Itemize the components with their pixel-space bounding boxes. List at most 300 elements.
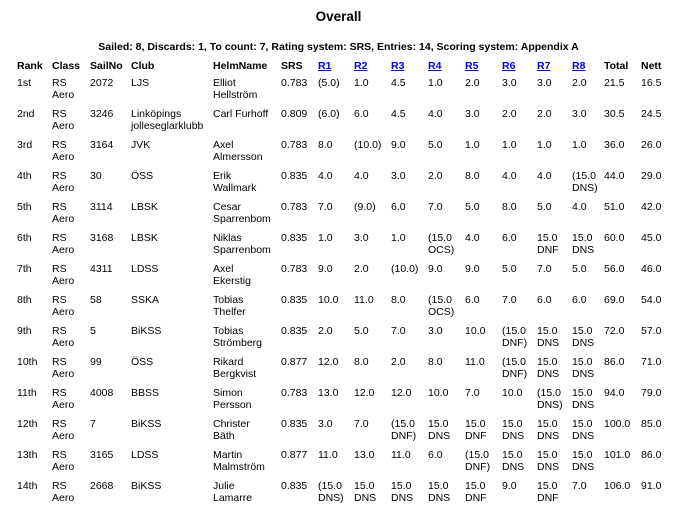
r5-score-cell-text: 9.0 bbox=[465, 263, 480, 275]
class-cell-text: RS Aero bbox=[52, 201, 75, 225]
r3-score-cell bbox=[389, 137, 426, 168]
rank-cell-text: 5th bbox=[17, 201, 32, 213]
table-row bbox=[15, 416, 673, 447]
r6-score-cell bbox=[500, 199, 535, 230]
club-cell bbox=[129, 168, 211, 199]
table-row bbox=[15, 323, 673, 354]
r1-score-cell bbox=[316, 75, 352, 106]
rank-cell-text: 14th bbox=[17, 480, 38, 492]
race-link-r4[interactable]: R4 bbox=[428, 60, 442, 72]
helmname-cell-text: Tobias Strömberg bbox=[213, 325, 263, 349]
srs-cell bbox=[279, 323, 316, 354]
club-cell bbox=[129, 323, 211, 354]
r3-score-cell-text: 7.0 bbox=[391, 325, 406, 337]
r5-score-cell-text: (15.0 DNF) bbox=[465, 449, 491, 473]
r7-score-cell bbox=[535, 261, 570, 292]
r5-score-cell-text: 11.0 bbox=[465, 356, 485, 368]
helmname-cell-text: Carl Furhoff bbox=[213, 108, 269, 120]
r7-score-cell bbox=[535, 354, 570, 385]
srs-cell bbox=[279, 416, 316, 447]
r7-score-cell bbox=[535, 323, 570, 354]
total-cell bbox=[602, 478, 639, 509]
sailno-cell bbox=[88, 323, 129, 354]
r1-score-cell bbox=[316, 261, 352, 292]
srs-cell bbox=[279, 261, 316, 292]
r2-score-cell bbox=[352, 137, 389, 168]
rank-cell-text: 9th bbox=[17, 325, 32, 337]
r3-score-cell-text: 4.5 bbox=[391, 108, 406, 120]
rank-cell bbox=[15, 354, 50, 385]
r8-score-cell-text: 7.0 bbox=[572, 480, 587, 492]
table-row bbox=[15, 261, 673, 292]
table-row bbox=[15, 106, 673, 137]
r1-score-cell-text: 11.0 bbox=[318, 449, 338, 461]
r2-score-cell bbox=[352, 261, 389, 292]
total-cell-text: 36.0 bbox=[604, 139, 625, 151]
r7-score-cell bbox=[535, 416, 570, 447]
helmname-cell bbox=[211, 261, 279, 292]
r6-score-cell-text: (15.0 DNF) bbox=[502, 325, 528, 349]
r1-score-cell bbox=[316, 478, 352, 509]
r6-score-cell-text: (15.0 DNF) bbox=[502, 356, 528, 380]
r5-score-cell bbox=[463, 75, 500, 106]
sailno-cell-text: 3168 bbox=[90, 232, 114, 244]
r6-score-cell bbox=[500, 478, 535, 509]
nett-cell bbox=[639, 261, 673, 292]
nett-cell-text: 71.0 bbox=[641, 356, 662, 368]
r5-score-cell bbox=[463, 354, 500, 385]
table-row bbox=[15, 199, 673, 230]
r1-score-cell-text: 3.0 bbox=[318, 418, 333, 430]
series-summary: Sailed: 8, Discards: 1, To count: 7, Rating system: SRS, Entries: 14, Scoring system: Appendix A bbox=[98, 41, 579, 53]
r4-score-cell-text: 6.0 bbox=[428, 449, 443, 461]
r3-score-cell bbox=[389, 323, 426, 354]
srs-cell-text: 0.835 bbox=[281, 232, 308, 244]
r3-score-cell bbox=[389, 75, 426, 106]
nett-cell bbox=[639, 385, 673, 416]
r7-score-cell bbox=[535, 230, 570, 261]
r4-score-cell-text: 9.0 bbox=[428, 263, 443, 275]
srs-cell bbox=[279, 230, 316, 261]
club-cell bbox=[129, 478, 211, 509]
rank-cell bbox=[15, 261, 50, 292]
srs-cell bbox=[279, 75, 316, 106]
col-header-r4 bbox=[426, 57, 463, 75]
r8-score-cell bbox=[570, 354, 602, 385]
r5-score-cell bbox=[463, 106, 500, 137]
sailno-cell bbox=[88, 292, 129, 323]
r5-score-cell bbox=[463, 137, 500, 168]
class-cell bbox=[50, 230, 88, 261]
class-cell bbox=[50, 292, 88, 323]
r5-score-cell bbox=[463, 478, 500, 509]
r2-score-cell-text: 15.0 DNS bbox=[354, 480, 377, 504]
nett-cell-text: 79.0 bbox=[641, 387, 662, 399]
rank-cell bbox=[15, 416, 50, 447]
r7-score-cell-text: 15.0 DNS bbox=[537, 449, 560, 473]
col-header-rank: Rank bbox=[17, 60, 43, 72]
r3-score-cell-text: 9.0 bbox=[391, 139, 406, 151]
club-cell bbox=[129, 354, 211, 385]
rank-cell-text: 10th bbox=[17, 356, 38, 368]
r6-score-cell bbox=[500, 106, 535, 137]
r8-score-cell bbox=[570, 447, 602, 478]
rank-cell-text: 1st bbox=[17, 77, 32, 89]
r1-score-cell-text: (6.0) bbox=[318, 108, 340, 120]
r2-score-cell-text: 4.0 bbox=[354, 170, 369, 182]
r1-score-cell-text: 9.0 bbox=[318, 263, 333, 275]
r6-score-cell bbox=[500, 230, 535, 261]
race-link-r2[interactable]: R2 bbox=[354, 60, 368, 72]
r3-score-cell-text: 12.0 bbox=[391, 387, 412, 399]
class-cell-text: RS Aero bbox=[52, 263, 75, 287]
r5-score-cell-text: 4.0 bbox=[465, 232, 480, 244]
club-cell bbox=[129, 106, 211, 137]
r8-score-cell bbox=[570, 168, 602, 199]
r8-score-cell bbox=[570, 230, 602, 261]
srs-cell-text: 0.783 bbox=[281, 77, 308, 89]
srs-cell-text: 0.783 bbox=[281, 201, 308, 213]
r6-score-cell-text: 15.0 DNS bbox=[502, 449, 525, 473]
r4-score-cell-text: (15.0 OCS) bbox=[428, 232, 455, 256]
r1-score-cell bbox=[316, 168, 352, 199]
r7-score-cell bbox=[535, 385, 570, 416]
r8-score-cell-text: 15.0 DNS bbox=[572, 325, 595, 349]
r1-score-cell bbox=[316, 292, 352, 323]
r1-score-cell-text: 2.0 bbox=[318, 325, 333, 337]
total-cell bbox=[602, 323, 639, 354]
total-cell-text: 69.0 bbox=[604, 294, 625, 306]
nett-cell-text: 46.0 bbox=[641, 263, 662, 275]
srs-cell bbox=[279, 199, 316, 230]
helmname-cell-text: Axel Ekerstig bbox=[213, 263, 251, 287]
col-header-helmname: HelmName bbox=[213, 60, 268, 72]
table-row bbox=[15, 354, 673, 385]
r4-score-cell-text: 4.0 bbox=[428, 108, 443, 120]
rank-cell-text: 11th bbox=[17, 387, 37, 399]
race-link-r7[interactable]: R7 bbox=[537, 60, 551, 72]
table-row bbox=[15, 385, 673, 416]
sailno-cell bbox=[88, 168, 129, 199]
total-cell-text: 30.5 bbox=[604, 108, 625, 120]
total-cell bbox=[602, 385, 639, 416]
r1-score-cell bbox=[316, 137, 352, 168]
r1-score-cell-text: 13.0 bbox=[318, 387, 339, 399]
total-cell bbox=[602, 416, 639, 447]
club-cell bbox=[129, 416, 211, 447]
club-cell-text: LBSK bbox=[131, 232, 158, 244]
r6-score-cell bbox=[500, 385, 535, 416]
nett-cell bbox=[639, 354, 673, 385]
r4-score-cell-text: 3.0 bbox=[428, 325, 443, 337]
r8-score-cell bbox=[570, 261, 602, 292]
helmname-cell bbox=[211, 354, 279, 385]
rank-cell-text: 7th bbox=[17, 263, 32, 275]
r2-score-cell bbox=[352, 416, 389, 447]
helmname-cell bbox=[211, 447, 279, 478]
total-cell-text: 94.0 bbox=[604, 387, 625, 399]
rank-cell bbox=[15, 478, 50, 509]
r6-score-cell-text: 6.0 bbox=[502, 232, 517, 244]
srs-cell bbox=[279, 385, 316, 416]
club-cell bbox=[129, 199, 211, 230]
r5-score-cell-text: 7.0 bbox=[465, 387, 480, 399]
rank-cell-text: 4th bbox=[17, 170, 32, 182]
r8-score-cell-text: 5.0 bbox=[572, 263, 587, 275]
helmname-cell bbox=[211, 168, 279, 199]
nett-cell-text: 42.0 bbox=[641, 201, 662, 213]
r5-score-cell bbox=[463, 168, 500, 199]
r5-score-cell bbox=[463, 199, 500, 230]
r4-score-cell bbox=[426, 385, 463, 416]
sailno-cell-text: 3114 bbox=[90, 201, 113, 213]
nett-cell bbox=[639, 199, 673, 230]
r3-score-cell-text: 15.0 DNS bbox=[391, 480, 414, 504]
nett-cell bbox=[639, 137, 673, 168]
r3-score-cell-text: 6.0 bbox=[391, 201, 406, 213]
r1-score-cell bbox=[316, 447, 352, 478]
rank-cell bbox=[15, 230, 50, 261]
r4-score-cell-text: 7.0 bbox=[428, 201, 443, 213]
club-cell-text: JVK bbox=[131, 139, 151, 151]
r8-score-cell bbox=[570, 323, 602, 354]
r4-score-cell bbox=[426, 168, 463, 199]
sailno-cell bbox=[88, 447, 129, 478]
table-row bbox=[15, 137, 673, 168]
sailno-cell bbox=[88, 137, 129, 168]
total-cell-text: 100.0 bbox=[604, 418, 631, 430]
rank-cell-text: 3rd bbox=[17, 139, 33, 151]
r6-score-cell-text: 15.0 DNS bbox=[502, 418, 525, 442]
total-cell-text: 106.0 bbox=[604, 480, 631, 492]
class-cell-text: RS Aero bbox=[52, 139, 75, 163]
r7-score-cell-text: 15.0 DNF bbox=[537, 480, 559, 504]
nett-cell bbox=[639, 168, 673, 199]
r5-score-cell-text: 8.0 bbox=[465, 170, 480, 182]
sailno-cell-text: 4008 bbox=[90, 387, 114, 399]
r7-score-cell-text: 3.0 bbox=[537, 77, 552, 89]
r5-score-cell bbox=[463, 292, 500, 323]
rank-cell-text: 12th bbox=[17, 418, 38, 430]
r6-score-cell bbox=[500, 75, 535, 106]
total-cell bbox=[602, 168, 639, 199]
r6-score-cell-text: 9.0 bbox=[502, 480, 517, 492]
r4-score-cell bbox=[426, 261, 463, 292]
r6-score-cell bbox=[500, 261, 535, 292]
helmname-cell bbox=[211, 385, 279, 416]
r2-score-cell bbox=[352, 478, 389, 509]
sailno-cell bbox=[88, 106, 129, 137]
helmname-cell-text: Elliot Hellström bbox=[213, 77, 258, 101]
r8-score-cell-text: 15.0 DNS bbox=[572, 418, 595, 442]
class-cell-text: RS Aero bbox=[52, 170, 75, 194]
race-link-r1[interactable]: R1 bbox=[318, 60, 332, 72]
srs-cell bbox=[279, 106, 316, 137]
total-cell bbox=[602, 447, 639, 478]
srs-cell-text: 0.877 bbox=[281, 449, 308, 461]
nett-cell bbox=[639, 478, 673, 509]
class-cell bbox=[50, 168, 88, 199]
rank-cell bbox=[15, 199, 50, 230]
r7-score-cell-text: 15.0 DNS bbox=[537, 325, 560, 349]
class-cell-text: RS Aero bbox=[52, 77, 75, 101]
col-header-r8 bbox=[570, 57, 602, 75]
rank-cell bbox=[15, 447, 50, 478]
r5-score-cell bbox=[463, 261, 500, 292]
r3-score-cell bbox=[389, 447, 426, 478]
r7-score-cell bbox=[535, 137, 570, 168]
r3-score-cell bbox=[389, 230, 426, 261]
race-link-r8[interactable]: R8 bbox=[572, 60, 586, 72]
club-cell bbox=[129, 137, 211, 168]
club-cell bbox=[129, 261, 211, 292]
rank-cell bbox=[15, 385, 50, 416]
srs-cell-text: 0.835 bbox=[281, 325, 308, 337]
r4-score-cell bbox=[426, 199, 463, 230]
total-cell bbox=[602, 261, 639, 292]
r4-score-cell-text: 10.0 bbox=[428, 387, 449, 399]
r3-score-cell bbox=[389, 385, 426, 416]
r7-score-cell-text: 5.0 bbox=[537, 201, 552, 213]
srs-cell-text: 0.783 bbox=[281, 263, 308, 275]
r7-score-cell bbox=[535, 75, 570, 106]
r2-score-cell-text: 11.0 bbox=[354, 294, 374, 306]
sailno-cell-text: 99 bbox=[90, 356, 102, 368]
r7-score-cell bbox=[535, 478, 570, 509]
r2-score-cell bbox=[352, 75, 389, 106]
r4-score-cell bbox=[426, 416, 463, 447]
r6-score-cell bbox=[500, 416, 535, 447]
helmname-cell bbox=[211, 416, 279, 447]
helmname-cell-text: Julie Lamarre bbox=[213, 480, 253, 504]
r6-score-cell-text: 7.0 bbox=[502, 294, 517, 306]
table-row bbox=[15, 292, 673, 323]
nett-cell bbox=[639, 75, 673, 106]
total-cell bbox=[602, 75, 639, 106]
r5-score-cell bbox=[463, 416, 500, 447]
total-cell bbox=[602, 292, 639, 323]
club-cell bbox=[129, 75, 211, 106]
club-cell-text: LDSS bbox=[131, 449, 159, 461]
r3-score-cell bbox=[389, 292, 426, 323]
club-cell-text: LJS bbox=[131, 77, 150, 89]
srs-cell-text: 0.835 bbox=[281, 418, 308, 430]
r4-score-cell bbox=[426, 292, 463, 323]
sailno-cell-text: 30 bbox=[90, 170, 102, 182]
r5-score-cell bbox=[463, 447, 500, 478]
r8-score-cell-text: 3.0 bbox=[572, 108, 587, 120]
r2-score-cell-text: 12.0 bbox=[354, 387, 375, 399]
r3-score-cell-text: 8.0 bbox=[391, 294, 406, 306]
r2-score-cell-text: (9.0) bbox=[354, 201, 376, 213]
class-cell bbox=[50, 199, 88, 230]
r6-score-cell bbox=[500, 447, 535, 478]
r1-score-cell bbox=[316, 199, 352, 230]
r6-score-cell bbox=[500, 292, 535, 323]
class-cell-text: RS Aero bbox=[52, 294, 75, 318]
r7-score-cell bbox=[535, 447, 570, 478]
helmname-cell bbox=[211, 199, 279, 230]
nett-cell-text: 26.0 bbox=[641, 139, 662, 151]
r3-score-cell-text: 2.0 bbox=[391, 356, 406, 368]
header-row bbox=[15, 57, 673, 75]
r3-score-cell bbox=[389, 199, 426, 230]
r2-score-cell bbox=[352, 292, 389, 323]
sailno-cell-text: 4311 bbox=[90, 263, 113, 275]
r2-score-cell-text: 5.0 bbox=[354, 325, 369, 337]
class-cell-text: RS Aero bbox=[52, 387, 75, 411]
r4-score-cell-text: 15.0 DNS bbox=[428, 480, 451, 504]
r8-score-cell-text: 4.0 bbox=[572, 201, 587, 213]
race-link-r3[interactable]: R3 bbox=[391, 60, 405, 72]
sailno-cell-text: 5 bbox=[90, 325, 96, 337]
srs-cell bbox=[279, 478, 316, 509]
srs-cell bbox=[279, 137, 316, 168]
nett-cell bbox=[639, 416, 673, 447]
r2-score-cell-text: 2.0 bbox=[354, 263, 369, 275]
r1-score-cell bbox=[316, 106, 352, 137]
class-cell-text: RS Aero bbox=[52, 418, 75, 442]
sailno-cell-text: 58 bbox=[90, 294, 102, 306]
r8-score-cell bbox=[570, 292, 602, 323]
nett-cell-text: 45.0 bbox=[641, 232, 662, 244]
r6-score-cell bbox=[500, 323, 535, 354]
r4-score-cell-text: (15.0 OCS) bbox=[428, 294, 455, 318]
total-cell-text: 86.0 bbox=[604, 356, 625, 368]
nett-cell-text: 24.5 bbox=[641, 108, 662, 120]
srs-cell-text: 0.783 bbox=[281, 139, 308, 151]
class-cell-text: RS Aero bbox=[52, 232, 75, 256]
r5-score-cell-text: 2.0 bbox=[465, 77, 480, 89]
r4-score-cell bbox=[426, 447, 463, 478]
helmname-cell bbox=[211, 137, 279, 168]
r3-score-cell-text: 3.0 bbox=[391, 170, 406, 182]
r3-score-cell-text: (15.0 DNF) bbox=[391, 418, 417, 442]
sailno-cell bbox=[88, 199, 129, 230]
rank-cell bbox=[15, 168, 50, 199]
results-table bbox=[15, 57, 673, 509]
r8-score-cell bbox=[570, 416, 602, 447]
table-row bbox=[15, 75, 673, 106]
class-cell bbox=[50, 106, 88, 137]
r7-score-cell-text: 15.0 DNF bbox=[537, 232, 559, 256]
sailno-cell bbox=[88, 478, 129, 509]
rank-cell bbox=[15, 292, 50, 323]
club-cell-text: BiKSS bbox=[131, 418, 162, 430]
rank-cell bbox=[15, 137, 50, 168]
sailno-cell-text: 2668 bbox=[90, 480, 114, 492]
r4-score-cell bbox=[426, 230, 463, 261]
nett-cell-text: 57.0 bbox=[641, 325, 662, 337]
club-cell-text: Linköpings jolleseglarklubb bbox=[131, 108, 204, 132]
race-link-r5[interactable]: R5 bbox=[465, 60, 479, 72]
r8-score-cell bbox=[570, 75, 602, 106]
srs-cell-text: 0.835 bbox=[281, 294, 308, 306]
r6-score-cell bbox=[500, 137, 535, 168]
race-link-r6[interactable]: R6 bbox=[502, 60, 516, 72]
table-row bbox=[15, 230, 673, 261]
class-cell bbox=[50, 416, 88, 447]
helmname-cell bbox=[211, 478, 279, 509]
r5-score-cell bbox=[463, 385, 500, 416]
sailno-cell-text: 3164 bbox=[90, 139, 114, 151]
table-row bbox=[15, 168, 673, 199]
r8-score-cell bbox=[570, 137, 602, 168]
srs-cell bbox=[279, 168, 316, 199]
r4-score-cell bbox=[426, 354, 463, 385]
r3-score-cell bbox=[389, 478, 426, 509]
class-cell-text: RS Aero bbox=[52, 480, 75, 504]
